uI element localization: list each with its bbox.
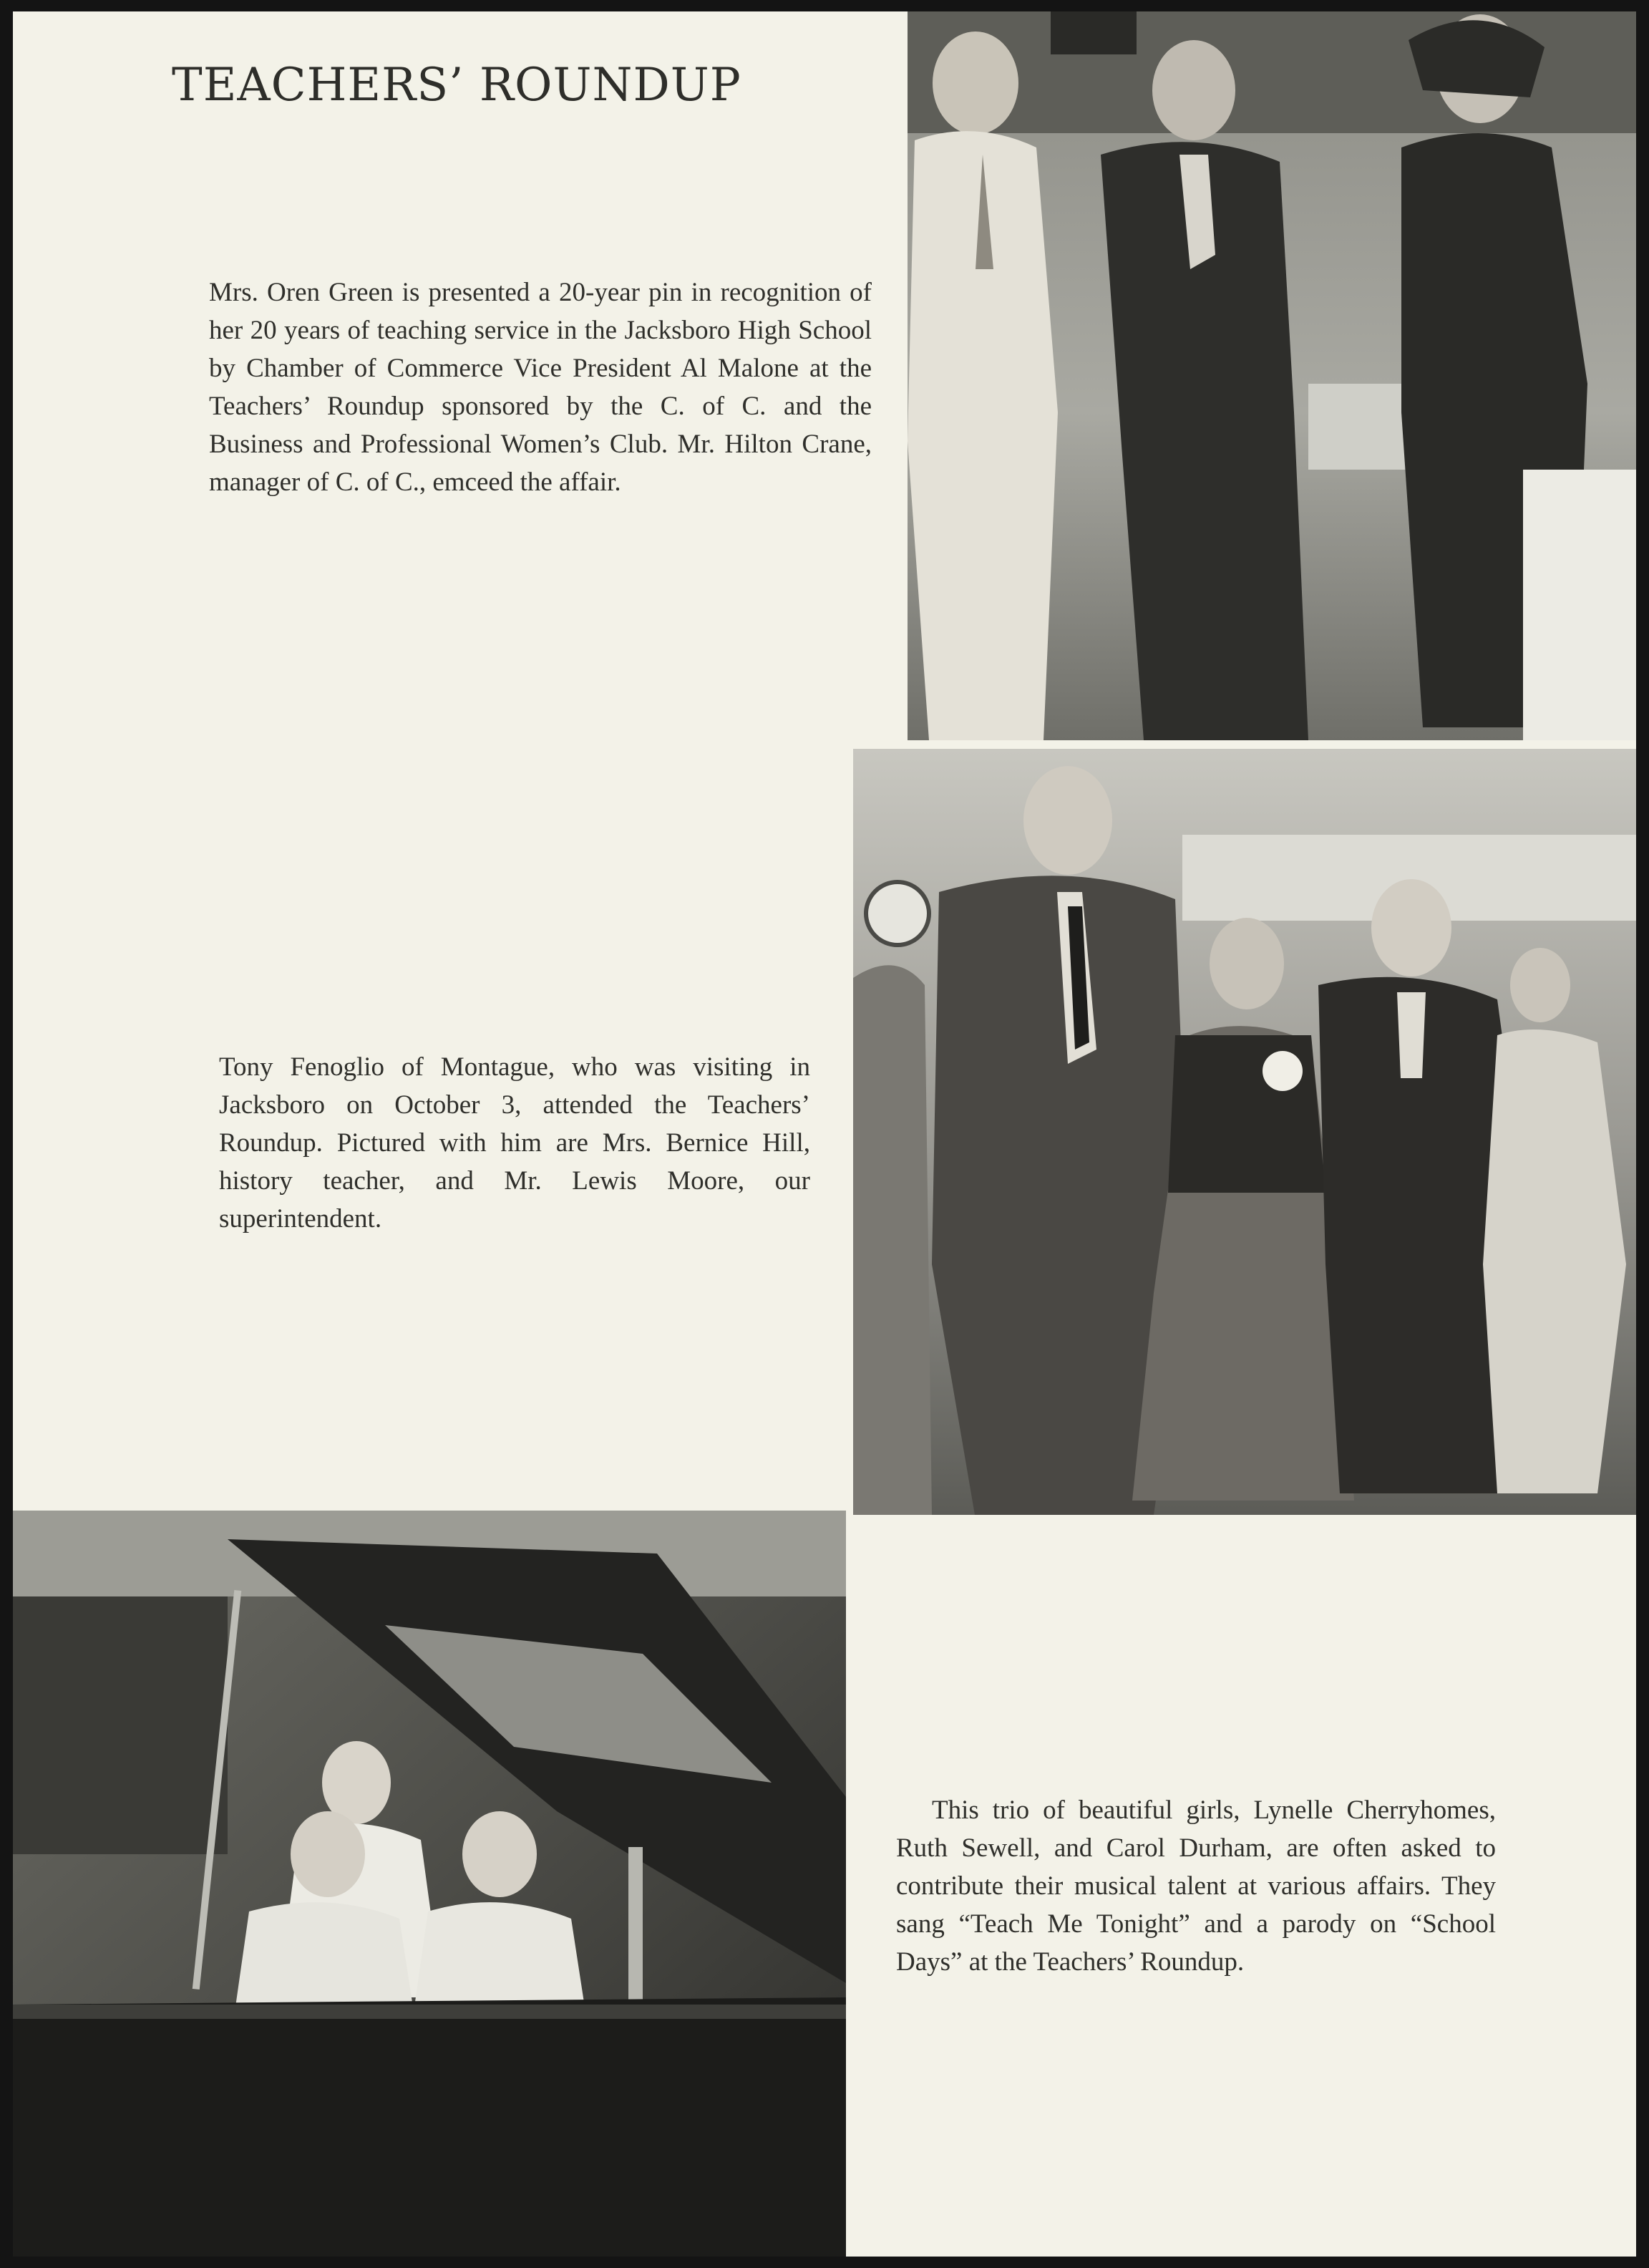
yearbook-page [13,11,1636,2257]
caption-pin-presentation: Mrs. Oren Green is presented a 20-year pin in recognition of her 20 years of teaching service in the Jacksboro High School by Chamber of Commerce Vice President Al Malone at the Teachers’ Roundup sponsored by the C. of C. and the Business and Professional Women’s Club. Mr. Hilton Crane, manager of C. of C., emceed the affair. [209,278,872,497]
caption-trio: This trio of beautiful girls, Lynelle Cherryhomes, Ruth Sewell, and Carol Durham, are often asked to contribute their musical talent at various affairs. They sang “Teach Me Tonight” and a parody on “School Days” at the Teachers’ Roundup. [896,1796,1496,1977]
photo-trio-piano-image [13,1511,846,2257]
photo-pin-presentation-image [908,11,1636,740]
photo-trio-piano [13,1511,846,2257]
page-title: TEACHERS’ ROUNDUP [172,59,741,112]
photo-guests-group-image [853,749,1636,1515]
photo-pin-presentation [908,11,1636,740]
caption-guests: Tony Fenoglio of Montague, who was visiting in Jacksboro on October 3, attended the Teachers’ Roundup. Pictured with him are Mrs. Bernice Hill, history teacher, and Mr. Lewis Moore, our superintendent. [219,1052,810,1234]
photo-guests-group [853,749,1636,1515]
